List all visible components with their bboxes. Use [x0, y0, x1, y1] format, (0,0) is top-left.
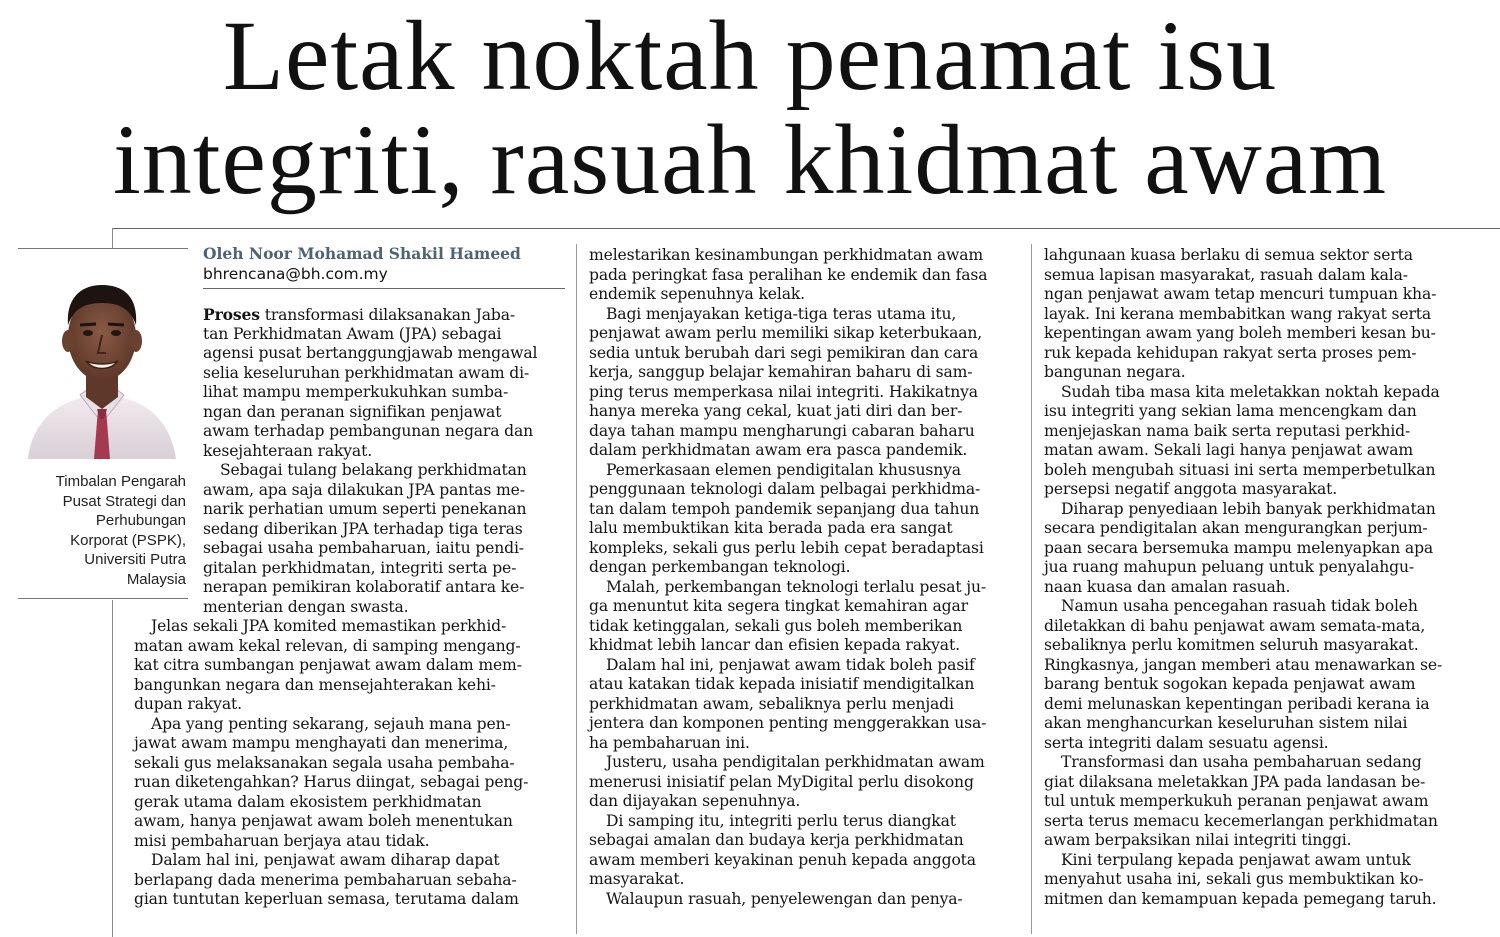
text-line: Justeru, usaha pendigitalan perkhidmatan awam	[606, 753, 985, 771]
text-line: layak. Ini kerana membabitkan wang rakyat serta	[1044, 304, 1432, 323]
byline-rule	[203, 288, 565, 289]
text-line: tan Perkhidmatan Awam (JPA) sebagai	[203, 324, 502, 343]
caption-line: Korporat (PSPK),	[70, 531, 186, 549]
lead-line-rest: transformasi dilaksanakan Jaba-	[259, 306, 515, 324]
text-line: dalam perkhidmatan awam era pasca pandemik.	[589, 441, 968, 459]
text-line	[203, 305, 565, 325]
text-line: lalu membuktikan kita berada pada era sangat	[589, 519, 953, 537]
column-divider-2	[1031, 244, 1032, 934]
article-column-3	[1044, 246, 1484, 909]
text-line: Namun usaha pencegahan rasuah tidak boleh	[1061, 597, 1418, 615]
text-line: sebaliknya perlu komitmen seluruh masyarakat.	[1044, 636, 1419, 654]
text-line: khidmat lebih lancar dan efisien kepada rakyat.	[589, 636, 960, 654]
text-line: hanya mereka yang cekal, kuat jati diri dan ber-	[589, 402, 963, 420]
text-line: Pemerkasaan elemen pendigitalan khususnya	[606, 460, 961, 479]
column-divider-1	[576, 244, 577, 934]
text-line: atau katakan tidak kepada inisiatif mendigitalkan	[589, 675, 975, 693]
text-line: Sebagai tulang belakang perkhidmatan	[220, 461, 527, 479]
text-line: matan awam. Sekali lagi hanya penjawat awam	[1044, 441, 1414, 459]
text-line: Dalam hal ini, penjawat awam diharap dapat	[151, 851, 500, 869]
text-line: jawat awam mampu menghayati dan menerima,	[134, 734, 509, 752]
text-line: ngan dan peranan signifikan penjawat	[203, 402, 502, 421]
text-line: barang bentuk sogokan kepada penjawat awam	[1044, 675, 1416, 693]
byline	[203, 244, 565, 284]
text-line: menjejaskan nama baik serta reputasi perkhid-	[1044, 421, 1411, 440]
text-line: mitmen dan kemampuan kepada pemegang taruh.	[1044, 889, 1437, 908]
text-line: demi melunaskan kepentingan peribadi kerana ia	[1044, 694, 1430, 713]
text-line: kepentingan awam yang boleh memberi kesan bu-	[1044, 324, 1436, 342]
text-line: perkhidmatan awam, sebaliknya perlu menjadi	[589, 694, 954, 713]
caption-line: Universiti Putra	[84, 551, 186, 569]
text-line: lahgunaan kuasa berlaku di semua sektor serta	[1044, 246, 1413, 264]
text-line: dengan perkembangan teknologi.	[589, 558, 851, 576]
text-line: paan secara bersemuka mampu melenyapkan apa	[1044, 538, 1434, 557]
text-line: awam, apa saja dilakukan JPA pantas me-	[203, 480, 525, 499]
text-line: sekali gus melaksanakan segala usaha pembaha-	[134, 753, 515, 772]
text-line: Walaupun rasuah, penyelewengan dan penya-	[606, 889, 963, 908]
portrait-photo-icon	[18, 263, 186, 459]
text-line: misi pembaharuan berjaya atau tidak.	[134, 831, 430, 850]
text-line: dupan rakyat.	[134, 695, 242, 713]
text-line: ruan diketengahkan? Harus diingat, sebagai peng-	[134, 773, 529, 791]
text-line: gian tuntutan keperluan semasa, terutama dalam	[134, 890, 519, 908]
text-line: daya tahan mampu mengharungi cabaran baharu	[589, 421, 975, 440]
text-line: agensi pusat bertanggungjawab mengawal	[203, 344, 538, 362]
text-line: awam berpaksikan nilai integriti tinggi.	[1044, 831, 1352, 849]
text-line: kat citra sumbangan penjawat awam dalam mem-	[134, 656, 522, 674]
text-line: Ringkasnya, jangan memberi atau menawarkan se-	[1044, 655, 1443, 674]
text-line: dan dijayakan sepenuhnya.	[589, 792, 801, 810]
text-line: sedang diberikan JPA terhadap tiga teras	[203, 519, 523, 538]
text-line: isu integriti yang sekian lama mencengkam dan	[1044, 402, 1417, 420]
text-line: sebagai usaha pembaharuan, iaitu pendi-	[203, 539, 524, 557]
sidebar-top-rule	[18, 248, 188, 249]
text-line: penggunaan teknologi dalam pelbagai perkhidma-	[589, 480, 981, 498]
text-line: selia keseluruhan perkhidmatan awam di-	[203, 363, 530, 382]
text-line: kompleks, sekali gus perlu lebih cepat beradaptasi	[589, 538, 984, 557]
text-line: menyahut usaha ini, sekali gus membuktikan ko-	[1044, 870, 1424, 888]
text-line: secara pendigitalan akan mengurangkan perjum-	[1044, 519, 1428, 537]
byline-author: Oleh Noor Mohamad Shakil Hameed	[203, 244, 521, 263]
text-line: tul untuk memperkukuh peranan penjawat awam	[1044, 792, 1429, 810]
caption-line: Malaysia	[126, 570, 186, 588]
caption-line: Timbalan Pengarah	[55, 473, 186, 490]
text-line: Malah, perkembangan teknologi terlalu pesat ju-	[606, 577, 986, 596]
sidebar-bottom-rule	[18, 598, 188, 599]
text-line: ga menuntut kita segera tingkat kemahiran agar	[589, 597, 968, 615]
author-photo	[18, 263, 186, 459]
text-line: kerja, sanggup belajar kemahiran baharu di sam-	[589, 363, 973, 381]
text-line: serta integriti dalam sesuatu agensi.	[1044, 733, 1329, 752]
text-line: nerapan pemikiran kolaboratif antara ke-	[203, 578, 525, 596]
text-line: matan awam kekal relevan, di samping mengang-	[134, 636, 521, 655]
text-line: Dalam hal ini, penjawat awam tidak boleh pasif	[606, 655, 975, 674]
text-line: awam, hanya penjawat awam boleh menentukan	[134, 812, 513, 830]
text-line: kesejahteraan rakyat.	[203, 441, 373, 460]
text-line: ha pembaharuan ini.	[589, 733, 750, 752]
headline-line-1: Letak noktah penamat isu	[222, 0, 1278, 111]
text-line: melestarikan kesinambungan perkhidmatan awam	[589, 246, 984, 264]
article-frame-top-rule	[112, 228, 1500, 229]
text-line: narik perhatian umum seperti penekanan	[203, 500, 527, 518]
text-line: tan dalam tempoh pandemik sepanjang dua tahun	[589, 499, 980, 518]
text-line: penjawat awam perlu memiliki sikap keterbukaan,	[589, 324, 983, 342]
text-line: endemik sepenuhnya kelak.	[589, 285, 805, 303]
text-line: menerusi inisiatif pelan MyDigital perlu disokong	[589, 772, 974, 791]
text-line: Jelas sekali JPA komited memastikan perkhid-	[151, 617, 507, 635]
text-line: Apa yang penting sekarang, sejauh mana pen-	[151, 714, 511, 733]
text-line: semua lapisan masyarakat, rasuah dalam kala-	[1044, 265, 1408, 284]
text-line: Di samping itu, integriti perlu terus diangkat	[606, 811, 956, 830]
caption-line: Pusat Strategi dan	[62, 492, 186, 510]
text-line: ruk kepada kehidupan rakyat serta proses pem-	[1044, 343, 1417, 362]
headline	[0, 0, 1500, 215]
caption-line: Perhubungan	[95, 512, 186, 530]
text-line: lihat mampu memperkukuhkan sumba-	[203, 383, 509, 401]
text-line: boleh mengubah situasi ini serta memperbetulkan	[1044, 460, 1436, 479]
text-line: Transformasi dan usaha pembaharuan sedang	[1061, 753, 1422, 771]
text-line: jua ruang mahupun peluang untuk penyalahgu-	[1044, 558, 1414, 576]
article-column-2	[589, 246, 1021, 909]
text-line: menterian dengan swasta.	[203, 597, 409, 616]
text-line: berlapang dada menerima pembaharuan sebaha-	[134, 870, 517, 889]
text-line: masyarakat.	[589, 870, 685, 888]
text-line: bangunkan negara dan mensejahterakan kehi-	[134, 675, 496, 694]
text-line: ngan penjawat awam tetap mencuri tumpuan kha-	[1044, 285, 1437, 303]
byline-email: bhrencana@bh.com.my	[203, 265, 388, 283]
text-line: akan menghancurkan keseluruhan sistem nilai	[1044, 714, 1408, 732]
text-line: jentera dan komponen penting menggerakkan usa-	[589, 714, 987, 732]
author-caption	[18, 472, 186, 590]
text-line: persepsi negatif anggota masyarakat.	[1044, 480, 1338, 498]
article-column-1-bottom	[134, 617, 566, 910]
text-line: gerak utama dalam ekosistem perkhidmatan	[134, 792, 482, 811]
text-line: Kini terpulang kepada penjawat awam untuk	[1061, 850, 1411, 869]
text-line: diletakkan di bahu penjawat awam semata-mata,	[1044, 616, 1426, 635]
text-line: sebagai amalan dan budaya kerja perkhidmatan	[589, 831, 964, 849]
headline-line-2: integriti, rasuah khidmat awam	[112, 104, 1388, 215]
text-line: awam terhadap pembangunan negara dan	[203, 422, 534, 440]
text-line: gitalan perkhidmatan, integriti serta pe-	[203, 558, 517, 577]
text-line: tidak ketinggalan, sekali gus boleh memberikan	[589, 616, 963, 635]
text-line: naan kuasa dan amalan rasuah.	[1044, 577, 1291, 596]
text-line: Bagi menjayakan ketiga-tiga teras utama itu,	[606, 304, 957, 323]
text-line: bangunan negara.	[1044, 363, 1186, 381]
lead-word: Proses	[203, 305, 260, 324]
text-line: pada peringkat fasa peralihan ke endemik dan fasa	[589, 265, 988, 284]
text-line: serta terus memacu kecemerlangan perkhidmatan	[1044, 811, 1438, 830]
article-column-1-top	[203, 305, 565, 617]
text-line: ping terus memperkasa nilai integriti. Hakikatnya	[589, 382, 978, 401]
text-line: sedia untuk berubah dari segi pemikiran dan cara	[589, 343, 979, 362]
text-line: Sudah tiba masa kita meletakkan noktah kepada	[1061, 382, 1440, 401]
text-line: awam memberi keyakinan penuh kepada anggota	[589, 850, 976, 869]
text-line: Diharap penyediaan lebih banyak perkhidmatan	[1061, 499, 1436, 518]
text-line: giat dilaksana meletakkan JPA pada landasan be-	[1044, 772, 1426, 791]
